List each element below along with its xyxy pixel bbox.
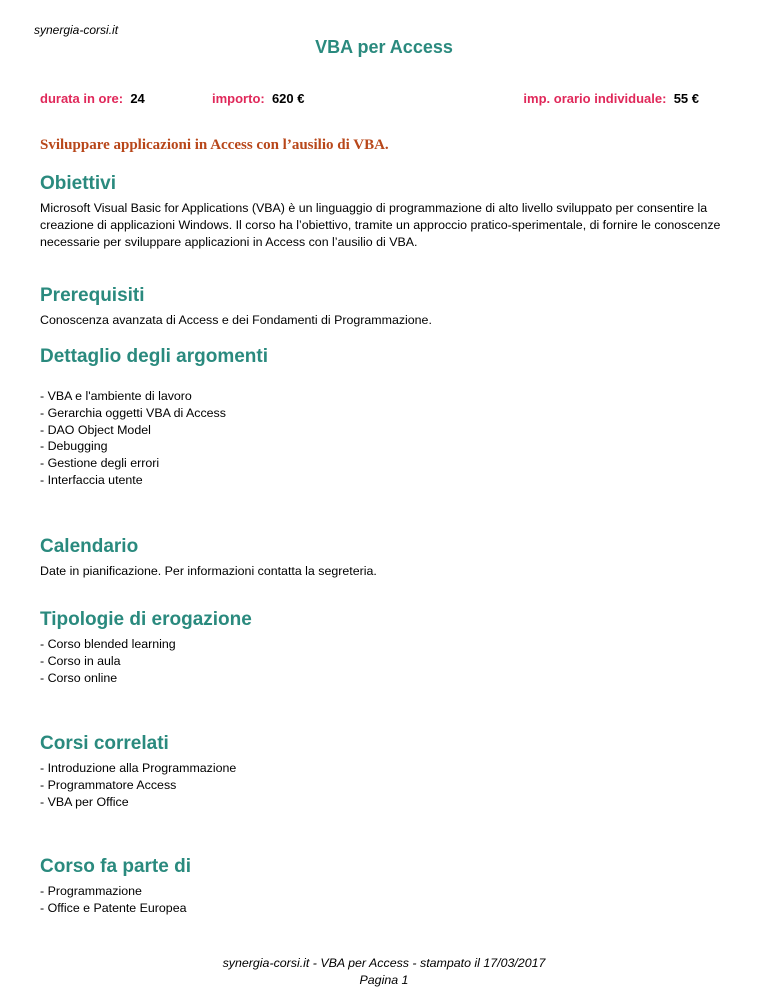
course-subtitle: Sviluppare applicazioni in Access con l’ausilio di VBA. <box>40 137 389 153</box>
hourly-rate-label: imp. orario individuale: <box>523 91 667 106</box>
section-text: Microsoft Visual Basic for Applications (VBA) è un linguaggio di programmazione di alto livello sviluppato per consentire la creazione di applicazioni Windows. Il corso ha l’obiettivo, tramite un approccio pratico-sperimentale, di fornire le conoscenze necessarie per sviluppare applicazioni in Access con l’ausilio di VBA. <box>40 201 721 249</box>
list-item: - DAO Object Model <box>40 422 151 437</box>
section-correlati <box>40 732 730 810</box>
section-obiettivi <box>40 172 730 250</box>
list-item: - VBA per Office <box>40 794 129 809</box>
list-item: - Corso in aula <box>40 653 121 668</box>
section-heading: Calendario <box>40 536 139 557</box>
delivery-list <box>40 636 730 686</box>
list-item: - Programmazione <box>40 884 142 898</box>
page-title: VBA per Access <box>315 37 453 57</box>
topic-list <box>40 388 730 489</box>
list-item: - Debugging <box>40 439 108 454</box>
hourly-rate-value: 55 € <box>673 91 699 106</box>
section-heading: Tipologie di erogazione <box>40 609 252 630</box>
section-heading: Prerequisiti <box>40 285 145 306</box>
section-prerequisiti <box>40 284 730 329</box>
list-item: - Corso blended learning <box>40 637 176 651</box>
section-text: Conoscenza avanzata di Access e dei Fondamenti di Programmazione. <box>40 313 432 327</box>
section-heading: Corso fa parte di <box>40 856 191 877</box>
list-item: - Programmatore Access <box>40 777 177 792</box>
list-item: - Interfaccia utente <box>40 472 143 487</box>
list-item: - Gestione degli errori <box>40 456 160 471</box>
section-argomenti <box>40 345 730 489</box>
section-text: Date in pianificazione. Per informazioni contatta la segreteria. <box>40 564 377 578</box>
footer-print-info: synergia-corsi.it - VBA per Access - stampato il 17/03/2017 <box>222 956 546 970</box>
related-courses-list <box>40 760 730 810</box>
parent-courses-list <box>40 883 730 917</box>
list-item: - Corso online <box>40 670 118 685</box>
list-item: - Introduzione alla Programmazione <box>40 761 237 775</box>
list-item: - VBA e l'ambiente di lavoro <box>40 389 192 403</box>
list-item: - Gerarchia oggetti VBA di Access <box>40 405 226 420</box>
section-heading: Obiettivi <box>40 173 117 194</box>
list-item: - Office e Patente Europea <box>40 900 187 915</box>
site-name: synergia-corsi.it <box>34 23 119 37</box>
section-tipologie <box>40 608 730 686</box>
hourly-rate-info <box>523 91 699 106</box>
duration-info <box>40 91 145 106</box>
footer-page-number: Pagina 1 <box>359 973 409 987</box>
section-calendario <box>40 535 730 580</box>
price-label: importo: <box>212 91 265 106</box>
duration-label: durata in ore: <box>40 91 124 106</box>
page-footer <box>0 955 768 989</box>
price-value: 620 € <box>271 91 305 106</box>
section-heading: Corsi correlati <box>40 733 169 754</box>
price-info <box>212 91 305 106</box>
section-heading: Dettaglio degli argomenti <box>40 346 269 367</box>
section-parte-di <box>40 855 730 917</box>
duration-value: 24 <box>130 91 145 106</box>
